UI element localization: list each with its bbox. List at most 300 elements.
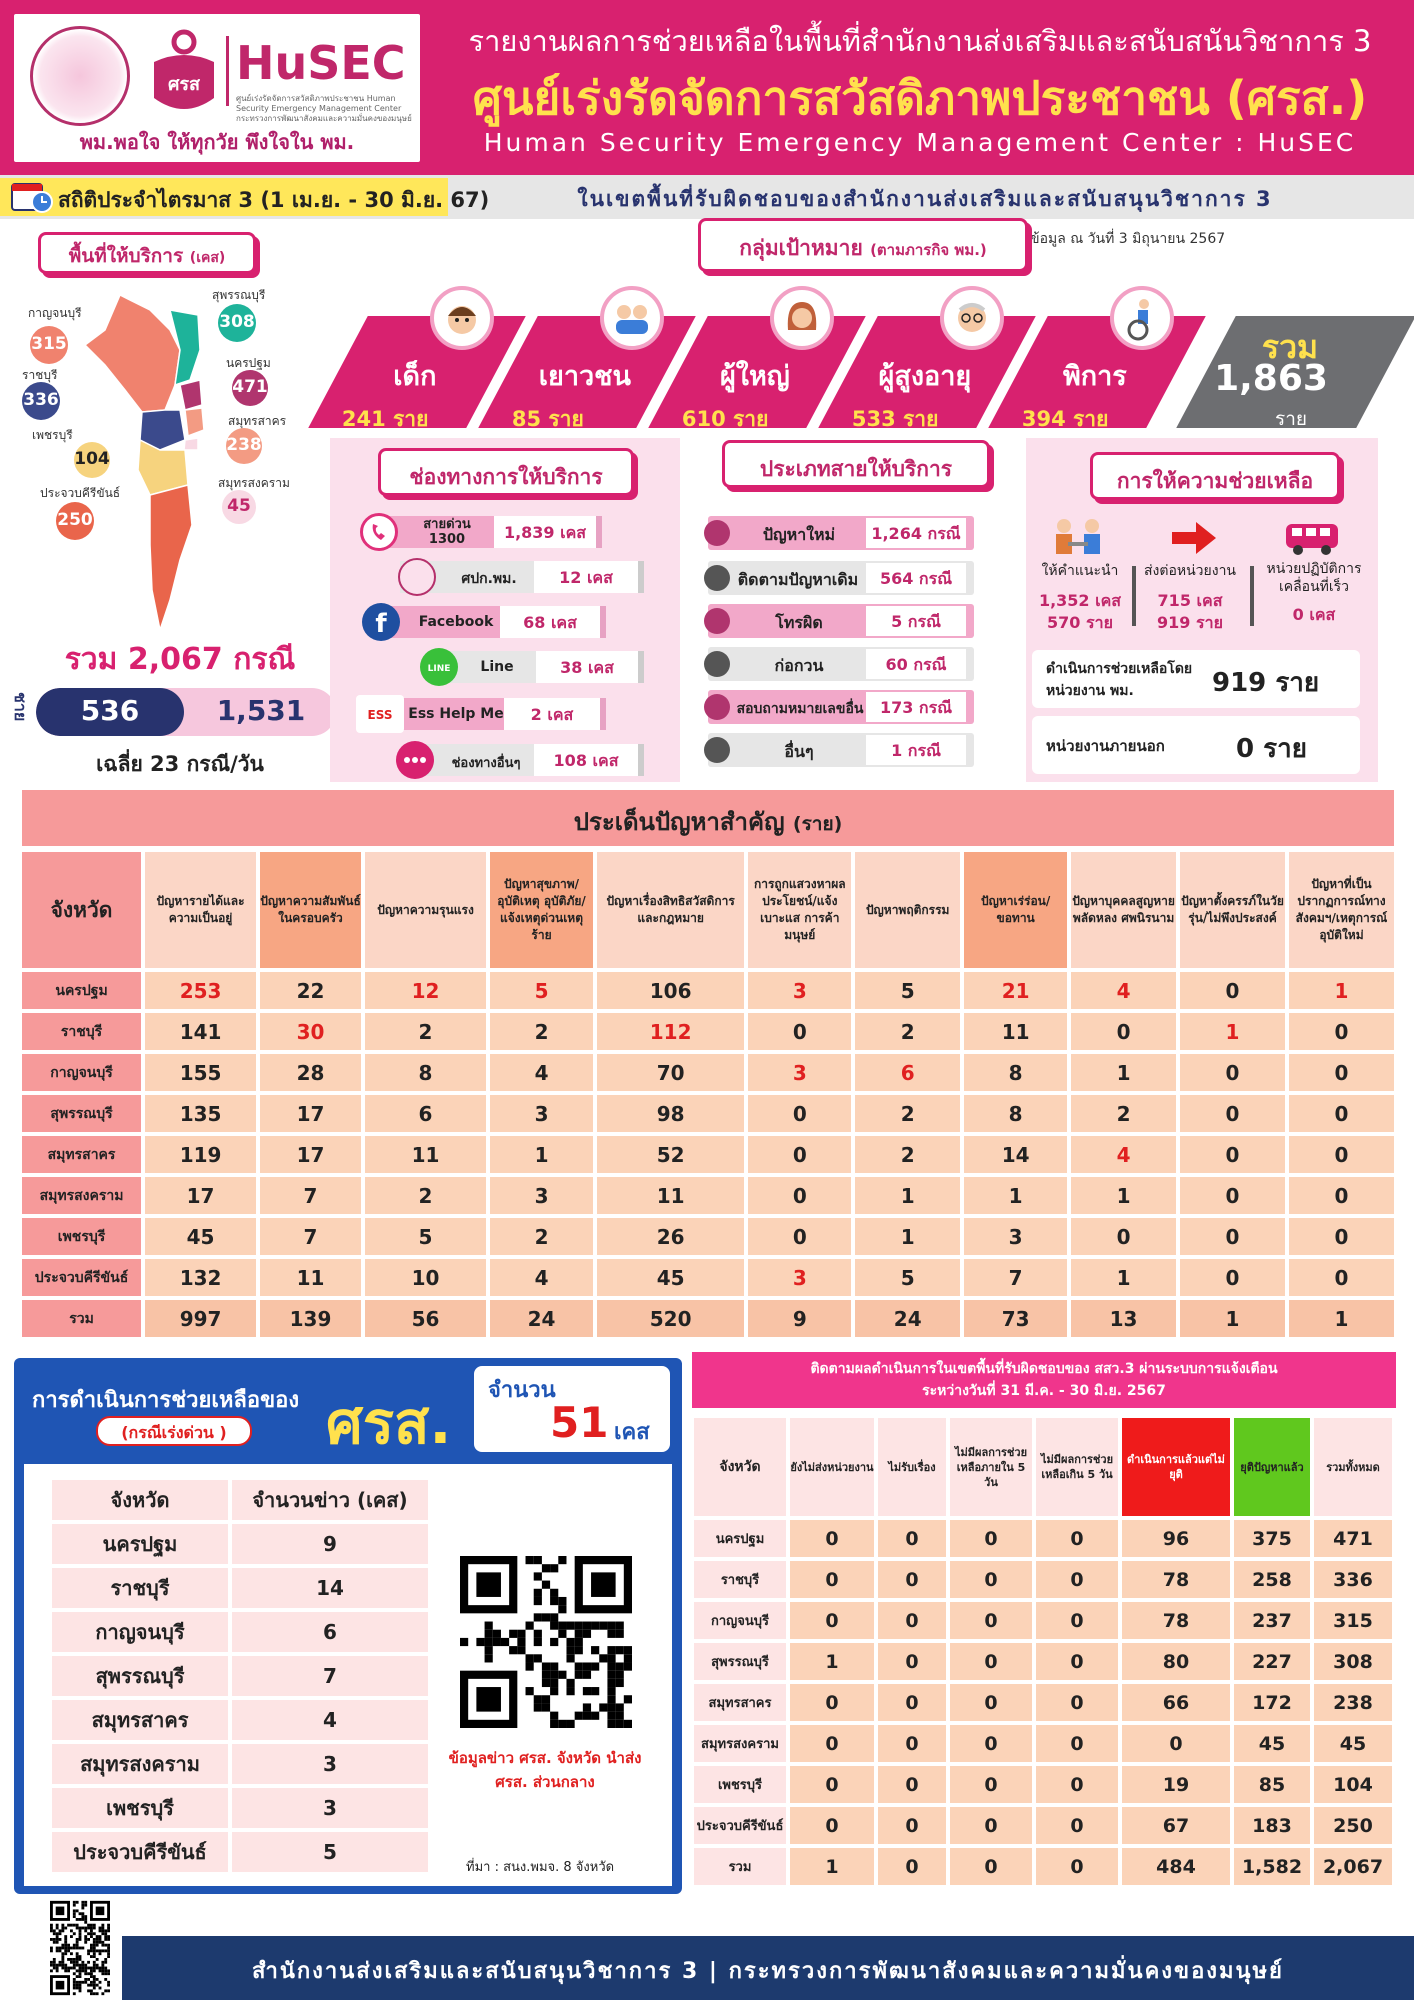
target-group-value: 394 ราย xyxy=(1021,407,1109,431)
followup-province-cell: กาญจนบุรี xyxy=(694,1602,786,1639)
followup-value-cell: 0 xyxy=(950,1643,1032,1680)
qr-module xyxy=(81,1927,84,1930)
followup-value-cell: 172 xyxy=(1234,1684,1310,1721)
qr-module xyxy=(476,1638,484,1646)
followup-title-line1: ติดตามผลดำเนินการในเขตพื้นที่รับผิดชอบของ สสว.3 ผ่านระบบการแจ้งเตือน xyxy=(810,1361,1278,1377)
qr-module xyxy=(93,1947,96,1950)
qr-module xyxy=(87,1927,90,1930)
qr-module xyxy=(53,1929,56,1932)
province-label-samutsongkhram: สมุทรสงคราม xyxy=(218,476,290,490)
followup-value-cell: 315 xyxy=(1314,1602,1392,1639)
qr-module xyxy=(64,1967,67,1970)
followup-value-cell: 85 xyxy=(1234,1766,1310,1803)
qr-module xyxy=(534,1638,542,1646)
qr-module xyxy=(79,1987,82,1990)
qr-module xyxy=(61,1964,64,1967)
qr-module xyxy=(90,1992,93,1995)
qr-module xyxy=(76,1901,79,1904)
followup-value-cell: 2,067 xyxy=(1314,1848,1392,1885)
qr-module xyxy=(542,1695,550,1703)
qr-module xyxy=(56,1924,59,1927)
qr-module xyxy=(501,1638,509,1646)
followup-value-cell: 0 xyxy=(1036,1602,1118,1639)
qr-module xyxy=(90,1927,93,1930)
qr-module xyxy=(93,1949,96,1952)
qr-module xyxy=(73,1915,76,1918)
qr-module xyxy=(67,1944,70,1947)
qr-module xyxy=(79,1989,82,1992)
service-type-label: อื่นๆ xyxy=(784,742,814,761)
issues-value-cell: 12 xyxy=(365,972,486,1009)
qr-module xyxy=(96,1938,99,1941)
channel-label: ศปก.พม. xyxy=(461,571,517,587)
qr-module xyxy=(99,1938,102,1941)
issues-value-cell: 106 xyxy=(597,972,744,1009)
followup-value-cell: 0 xyxy=(1036,1725,1118,1762)
qr-module xyxy=(93,1955,96,1958)
qr-module xyxy=(93,1975,96,1978)
followup-header-cell: จังหวัด xyxy=(694,1418,786,1516)
province-value-suphanburi: 308 xyxy=(218,304,256,342)
followup-value-cell: 0 xyxy=(878,1684,946,1721)
channel-value: 108 เคส xyxy=(534,744,644,776)
followup-header-cell: ดำเนินการแล้วแต่ไม่ยุติ xyxy=(1122,1418,1230,1516)
issues-value-cell: 0 xyxy=(748,1218,851,1255)
qr-module xyxy=(93,1987,96,1990)
qr-module xyxy=(96,1941,99,1944)
issues-unit: (ราย) xyxy=(792,813,843,835)
qr-module xyxy=(107,1955,110,1958)
issues-value-cell: 11 xyxy=(365,1136,486,1173)
service-type-dot xyxy=(704,651,730,677)
issues-header-cell: ปัญหาบุคคลสูญหาย พลัดหลง ศพนิรนาม xyxy=(1071,852,1176,968)
qr-module xyxy=(104,1929,107,1932)
issues-value-cell: 2 xyxy=(1071,1095,1176,1132)
qr-module xyxy=(93,1961,96,1964)
target-total-value: 1,863 xyxy=(1214,358,1328,399)
issues-value-cell: 253 xyxy=(145,972,256,1009)
qr-module xyxy=(67,1967,70,1970)
qr-module xyxy=(90,1955,93,1958)
qr-module xyxy=(84,1978,87,1981)
service-type-row xyxy=(708,516,974,550)
qr-module xyxy=(81,1915,84,1918)
qr-module xyxy=(591,1662,599,1670)
news-province-cell: ประจวบคีรีขันธ์ xyxy=(52,1832,228,1872)
qr-module xyxy=(64,1969,67,1972)
province-value-prachuap: 250 xyxy=(56,502,94,540)
region-label: ในเขตพื้นที่รับผิดชอบของสำนักงานส่งเสริมและสนับสนุนวิชาการ 3 xyxy=(577,187,1273,211)
followup-row xyxy=(694,1725,1392,1762)
issues-value-cell: 0 xyxy=(748,1136,851,1173)
qr-module xyxy=(607,1630,615,1638)
qr-module xyxy=(526,1622,534,1630)
issues-value-cell: 3 xyxy=(748,1259,851,1296)
qr-module xyxy=(96,1935,99,1938)
qr-finder xyxy=(56,1907,65,1916)
footer-qr-code[interactable] xyxy=(50,1900,110,1996)
channel-label: Facebook xyxy=(418,614,494,630)
qr-module xyxy=(591,1712,599,1720)
followup-value-cell: 0 xyxy=(790,1725,874,1762)
channel-value: 1,839 เคส xyxy=(494,516,602,548)
qr-module xyxy=(87,1967,90,1970)
qr-module xyxy=(93,1944,96,1947)
qr-module xyxy=(87,1938,90,1941)
issues-value-cell: 3 xyxy=(748,1054,851,1091)
slogan: พม.พอใจ ให้ทุกวัย พึงใจใน พม. xyxy=(79,130,355,154)
more-channels-icon xyxy=(396,741,434,779)
issues-value-cell: 73 xyxy=(964,1300,1067,1337)
followup-header-cell: ยุติปัญหาแล้ว xyxy=(1234,1418,1310,1516)
target-group-name: ผู้ใหญ่ xyxy=(719,361,790,392)
svg-text:LINE: LINE xyxy=(427,664,451,674)
qr-module xyxy=(517,1646,525,1654)
qr-module xyxy=(64,1964,67,1967)
followup-value-cell: 104 xyxy=(1314,1766,1392,1803)
qr-module xyxy=(76,1984,79,1987)
issues-value-cell: 0 xyxy=(1180,972,1285,1009)
issues-value-cell: 2 xyxy=(365,1177,486,1214)
qr-module xyxy=(73,1981,76,1984)
qr-module xyxy=(542,1703,550,1711)
qr-module xyxy=(59,1929,62,1932)
qr-module xyxy=(73,1967,76,1970)
qr-module xyxy=(90,1944,93,1947)
target-group-disabled xyxy=(988,316,1206,431)
center-title-en: Human Security Emergency Management Center : HuSEC xyxy=(483,128,1357,157)
followup-value-cell: 0 xyxy=(1036,1766,1118,1803)
issues-value-cell: 112 xyxy=(597,1013,744,1050)
qr-module xyxy=(550,1720,558,1728)
issues-value-cell: 1 xyxy=(855,1218,960,1255)
qr-module xyxy=(485,1622,493,1630)
qr-module xyxy=(104,1949,107,1952)
issues-header-cell: ปัญหาที่เป็นปรากฏการณ์ทางสังคมฯ/เหตุการณ์อุบัติใหม่ xyxy=(1289,852,1394,968)
qr-module xyxy=(73,1912,76,1915)
news-value-cell: 3 xyxy=(232,1788,428,1828)
qr-module xyxy=(534,1695,542,1703)
qr-module xyxy=(87,1932,90,1935)
qr-module xyxy=(550,1622,558,1630)
qr-module xyxy=(104,1944,107,1947)
issues-value-cell: 8 xyxy=(365,1054,486,1091)
qr-module xyxy=(59,1961,62,1964)
qr-module xyxy=(534,1597,542,1605)
followup-value-cell: 1,582 xyxy=(1234,1848,1310,1885)
province-label-suphanburi: สุพรรณบุรี xyxy=(212,288,266,302)
news-row xyxy=(52,1788,428,1828)
report-title: รายงานผลการช่วยเหลือในพื้นที่สำนักงานส่งเสริมและสนับสนันวิชาการ 3 xyxy=(468,24,1372,58)
qr-module xyxy=(79,1967,82,1970)
followup-value-cell: 0 xyxy=(878,1766,946,1803)
qr-module xyxy=(84,1921,87,1924)
followup-value-cell: 0 xyxy=(950,1520,1032,1557)
qr-module xyxy=(64,1944,67,1947)
qr-module xyxy=(101,1964,104,1967)
qr-module xyxy=(70,1961,73,1964)
province-value-samutsakhon: 238 xyxy=(226,428,262,464)
qr-module xyxy=(93,1969,96,1972)
issues-row xyxy=(22,1259,1394,1296)
qr-module xyxy=(566,1679,574,1687)
issues-value-cell: 2 xyxy=(855,1095,960,1132)
qr-module xyxy=(87,1984,90,1987)
qr-module xyxy=(542,1679,550,1687)
qr-module xyxy=(99,1949,102,1952)
qr-module xyxy=(79,1929,82,1932)
followup-value-cell: 0 xyxy=(1036,1643,1118,1680)
adult-woman-icon xyxy=(770,286,834,350)
logo-panel xyxy=(14,14,420,162)
issues-value-cell: 8 xyxy=(964,1054,1067,1091)
qr-module xyxy=(61,1944,64,1947)
assistance-divider xyxy=(1250,566,1254,626)
issues-value-cell: 10 xyxy=(365,1259,486,1296)
qr-module xyxy=(101,1961,104,1964)
qr-module xyxy=(61,1955,64,1958)
issues-value-cell: 1 xyxy=(855,1177,960,1214)
qr-module xyxy=(526,1662,534,1670)
map-nakhonpathom xyxy=(180,380,202,410)
followup-value-cell: 0 xyxy=(790,1561,874,1598)
qr-module xyxy=(73,1961,76,1964)
issues-header-cell: ปัญหาเรื่องสิทธิสวัสดิการและกฎหมาย xyxy=(597,852,744,968)
issues-value-cell: 17 xyxy=(260,1095,361,1132)
issues-row xyxy=(22,1177,1394,1214)
issues-value-cell: 155 xyxy=(145,1054,256,1091)
qr-module xyxy=(107,1935,110,1938)
followup-value-cell: 0 xyxy=(950,1684,1032,1721)
qr-module xyxy=(96,1964,99,1967)
issues-value-cell: 4 xyxy=(1071,972,1176,1009)
followup-value-cell: 0 xyxy=(950,1848,1032,1885)
qr-module xyxy=(73,1932,76,1935)
followup-value-cell: 78 xyxy=(1122,1561,1230,1598)
qr-module xyxy=(607,1646,615,1654)
followup-value-cell: 1 xyxy=(790,1848,874,1885)
issues-value-cell: 17 xyxy=(145,1177,256,1214)
qr-module xyxy=(53,1964,56,1967)
qr-module xyxy=(566,1720,574,1728)
qr-module xyxy=(591,1687,599,1695)
followup-value-cell: 484 xyxy=(1122,1848,1230,1885)
qr-module xyxy=(542,1581,550,1589)
assistance-label: ให้คำแนะนำ xyxy=(1041,563,1119,579)
issues-value-cell: 119 xyxy=(145,1136,256,1173)
issues-header-cell: ปัญหารายได้และความเป็นอยู่ xyxy=(145,852,256,968)
qr-module xyxy=(101,1969,104,1972)
province-value-nakhonpathom: 471 xyxy=(232,370,268,406)
child-face-icon xyxy=(430,286,494,350)
followup-value-cell: 0 xyxy=(790,1602,874,1639)
province-value-phetchaburi: 104 xyxy=(74,442,110,478)
followup-row xyxy=(694,1602,1392,1639)
channel-value: 2 เคส xyxy=(504,698,606,730)
urgent-org: ศรส. xyxy=(326,1389,452,1457)
urgent-count-label: จำนวน xyxy=(488,1378,556,1403)
qr-module xyxy=(76,1924,79,1927)
issues-province-cell: นครปฐม xyxy=(22,972,141,1009)
qr-module xyxy=(73,1924,76,1927)
qr-module xyxy=(67,1958,70,1961)
qr-module xyxy=(107,1947,110,1950)
qr-module xyxy=(81,1947,84,1950)
qr-module xyxy=(76,1955,79,1958)
qr-module xyxy=(53,1967,56,1970)
news-row xyxy=(52,1568,428,1608)
qr-module xyxy=(90,1935,93,1938)
qr-module xyxy=(76,1961,79,1964)
qr-module xyxy=(50,1969,53,1972)
news-value-cell: 3 xyxy=(232,1744,428,1784)
qr-module xyxy=(76,1952,79,1955)
qr-module xyxy=(493,1638,501,1646)
followup-province-cell: นครปฐม xyxy=(694,1520,786,1557)
qr-module xyxy=(81,1964,84,1967)
issues-value-cell: 4 xyxy=(490,1259,593,1296)
assistance-mobile-unit xyxy=(1258,560,1370,626)
news-row xyxy=(52,1832,428,1872)
followup-row xyxy=(694,1807,1392,1844)
qr-module xyxy=(87,1952,90,1955)
qr-module xyxy=(84,1964,87,1967)
qr-module xyxy=(104,1935,107,1938)
qr-module xyxy=(517,1630,525,1638)
qr-module xyxy=(84,1918,87,1921)
qr-module xyxy=(99,1927,102,1930)
issues-value-cell: 139 xyxy=(260,1300,361,1337)
qr-module xyxy=(64,1938,67,1941)
calendar-clock-icon xyxy=(10,180,54,214)
qr-module xyxy=(90,1949,93,1952)
quarter-label: สถิติประจำไตรมาส 3 (1 เม.ย. - 30 มิ.ย. 67) xyxy=(58,188,490,212)
qr-module xyxy=(558,1671,566,1679)
news-row xyxy=(52,1612,428,1652)
qr-module xyxy=(67,1969,70,1972)
qr-module xyxy=(93,1941,96,1944)
qr-caption: ข้อมูลข่าว ศรส. จังหวัด นำส่ง ศรส. ส่วนกลาง xyxy=(448,1749,642,1791)
qr-module xyxy=(79,1981,82,1984)
logo-badge-text: ศรส xyxy=(167,74,201,95)
qr-module xyxy=(53,1938,56,1941)
issues-value-cell: 0 xyxy=(1180,1054,1285,1091)
qr-module xyxy=(76,1938,79,1941)
news-header-row xyxy=(52,1480,428,1520)
issues-value-cell: 3 xyxy=(490,1095,593,1132)
qr-module xyxy=(517,1638,525,1646)
qr-module xyxy=(93,1978,96,1981)
qr-module xyxy=(99,1941,102,1944)
issues-value-cell: 520 xyxy=(597,1300,744,1337)
qr-module xyxy=(583,1687,591,1695)
qr-module xyxy=(90,1932,93,1935)
qr-module xyxy=(53,1961,56,1964)
issues-value-cell: 0 xyxy=(1289,1259,1394,1296)
followup-province-cell: ประจวบคีรีขันธ์ xyxy=(694,1807,786,1844)
qr-module xyxy=(70,1935,73,1938)
qr-module xyxy=(56,1938,59,1941)
qr-module xyxy=(90,1984,93,1987)
followup-province-cell: สมุทรสาคร xyxy=(694,1684,786,1721)
svg-text:ESS: ESS xyxy=(367,708,393,722)
province-label-phetchaburi: เพชรบุรี xyxy=(32,428,73,442)
qr-module xyxy=(566,1638,574,1646)
issues-row xyxy=(22,972,1394,1009)
qr-module xyxy=(59,1932,62,1935)
logo-subtitle: ศูนย์เร่งรัดจัดการสวัสดิภาพประชาชน Human Security Emergency Management Center กระทรวงการพัฒนาสังคมและความมั่นคงของมนุษย์ xyxy=(236,94,412,123)
target-total-label: รวม xyxy=(1261,328,1319,366)
qr-module xyxy=(104,1932,107,1935)
urgent-news-table xyxy=(48,1476,432,1876)
qr-module xyxy=(50,1961,53,1964)
target-groups-title-text: กลุ่มเป้าหมาย xyxy=(739,236,863,260)
followup-value-cell: 0 xyxy=(1036,1807,1118,1844)
qr-module xyxy=(101,1932,104,1935)
news-qr-code[interactable] xyxy=(460,1556,632,1728)
qr-module xyxy=(90,1924,93,1927)
service-type-row xyxy=(708,604,974,638)
province-value-kanchanaburi: 315 xyxy=(30,326,68,364)
qr-module xyxy=(61,1961,64,1964)
qr-module xyxy=(526,1654,534,1662)
qr-module xyxy=(50,1964,53,1967)
issues-province-cell: ประจวบคีรีขันธ์ xyxy=(22,1259,141,1296)
issues-value-cell: 4 xyxy=(1071,1136,1176,1173)
target-group-name: เด็ก xyxy=(393,361,437,392)
qr-module xyxy=(90,1969,93,1972)
channel-value: 38 เคส xyxy=(536,651,644,683)
center-title: ศูนย์เร่งรัดจัดการสวัสดิภาพประชาชน (ศรส.) xyxy=(472,71,1368,125)
issues-value-cell: 70 xyxy=(597,1054,744,1091)
qr-module xyxy=(107,1972,110,1975)
followup-header-cell: รวมทั้งหมด xyxy=(1314,1418,1392,1516)
followup-value-cell: 45 xyxy=(1234,1725,1310,1762)
qr-module xyxy=(624,1646,632,1654)
service-type-row xyxy=(708,561,974,595)
qr-module xyxy=(485,1638,493,1646)
qr-module xyxy=(607,1654,615,1662)
qr-module xyxy=(84,1938,87,1941)
qr-module xyxy=(70,1952,73,1955)
youth-group-icon xyxy=(600,286,664,350)
followup-row xyxy=(694,1561,1392,1598)
news-row xyxy=(52,1524,428,1564)
qr-module xyxy=(76,1918,79,1921)
qr-module xyxy=(99,1967,102,1970)
followup-value-cell: 0 xyxy=(790,1684,874,1721)
qr-module xyxy=(526,1556,534,1564)
assistance-referral xyxy=(1140,560,1240,634)
followup-value-cell: 238 xyxy=(1314,1684,1392,1721)
qr-module xyxy=(558,1630,566,1638)
issues-province-cell: ราชบุรี xyxy=(22,1013,141,1050)
service-type-dot xyxy=(704,608,730,634)
assistance-persons: 570 ราย xyxy=(1047,613,1113,632)
qr-module xyxy=(93,1938,96,1941)
issues-province-cell: สมุทรสงคราม xyxy=(22,1177,141,1214)
qr-module xyxy=(107,1949,110,1952)
service-type-value: 173 กรณี xyxy=(866,692,966,722)
qr-module xyxy=(64,1927,67,1930)
urgent-count-value: 51 xyxy=(550,1398,609,1447)
assistance-label: ส่งต่อหน่วยงาน xyxy=(1143,563,1236,579)
followup-header-cell: ไม่รับเรื่อง xyxy=(878,1418,946,1516)
service-type-value: 5 กรณี xyxy=(866,606,966,636)
qr-finder xyxy=(96,1907,105,1916)
followup-value-cell: 0 xyxy=(790,1766,874,1803)
qr-module xyxy=(81,1904,84,1907)
